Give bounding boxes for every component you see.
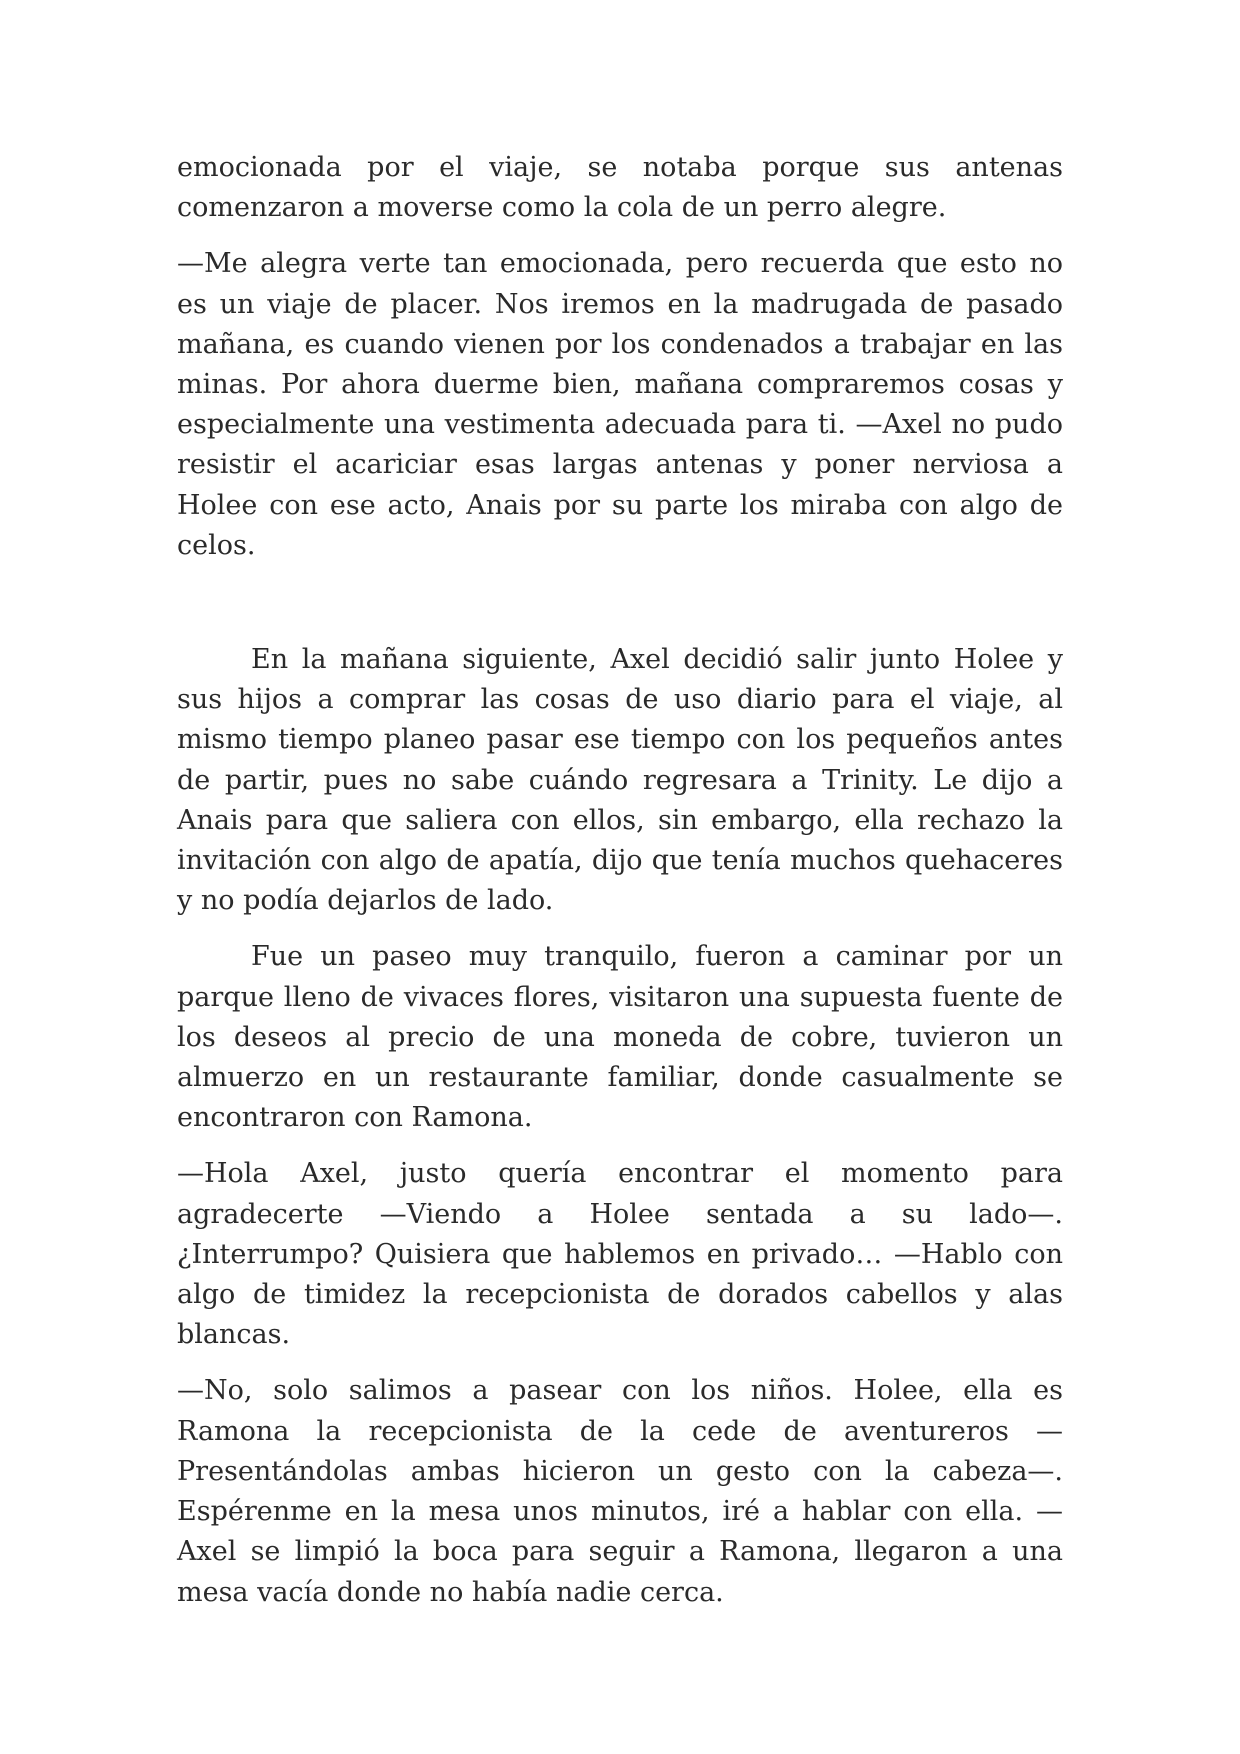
paragraph-6: —No, solo salimos a pasear con los niños. Holee, ella es Ramona la recepcionista de la cede de aventureros —Presentándolas ambas hicieron un gesto con la cabeza—. Espérenme en la mesa unos minutos, iré a hablar con ella. —Axel se limpió la boca para seguir a Ramona, llegaron a una mesa vacía donde no había nadie cerca. <box>177 1375 1063 1608</box>
paragraph-2: —Me alegra verte tan emocionada, pero recuerda que esto no es un viaje de placer. Nos iremos en la madrugada de pasado mañana, es cuando vienen por los condenados a trabajar en las minas. Por ahora duerme bien, mañana compraremos cosas y especialmente una vestimenta adecuada para ti. —Axel no pudo resistir el acariciar esas largas antenas y poner nerviosa a Holee con ese acto, Anais por su parte los miraba con algo de celos. <box>177 248 1063 561</box>
paragraph-5: —Hola Axel, justo quería encontrar el momento para agradecerte —Viendo a Holee sentada a su lado—. ¿Interrumpo? Quisiera que hablemos en privado… —Hablo con algo de timidez la recepcionista de dorados cabellos y alas blancas. <box>177 1158 1063 1351</box>
body-text <box>177 148 1063 1629</box>
paragraph-4: Fue un paseo muy tranquilo, fueron a caminar por un parque lleno de vivaces flores, visitaron una supuesta fuente de los deseos al precio de una moneda de cobre, tuvieron un almuerzo en un restaurante familiar, donde casualmente se encontraron con Ramona. <box>177 941 1063 1134</box>
paragraph-1: emocionada por el viaje, se notaba porque sus antenas comenzaron a moverse como la cola de un perro alegre. <box>177 152 1063 224</box>
paragraph-3: En la mañana siguiente, Axel decidió salir junto Holee y sus hijos a comprar las cosas de uso diario para el viaje, al mismo tiempo planeo pasar ese tiempo con los pequeños antes de partir, pues no sabe cuándo regresara a Trinity. Le dijo a Anais para que saliera con ellos, sin embargo, ella rechazo la invitación con algo de apatía, dijo que tenía muchos quehaceres y no podía dejarlos de lado. <box>177 644 1063 917</box>
